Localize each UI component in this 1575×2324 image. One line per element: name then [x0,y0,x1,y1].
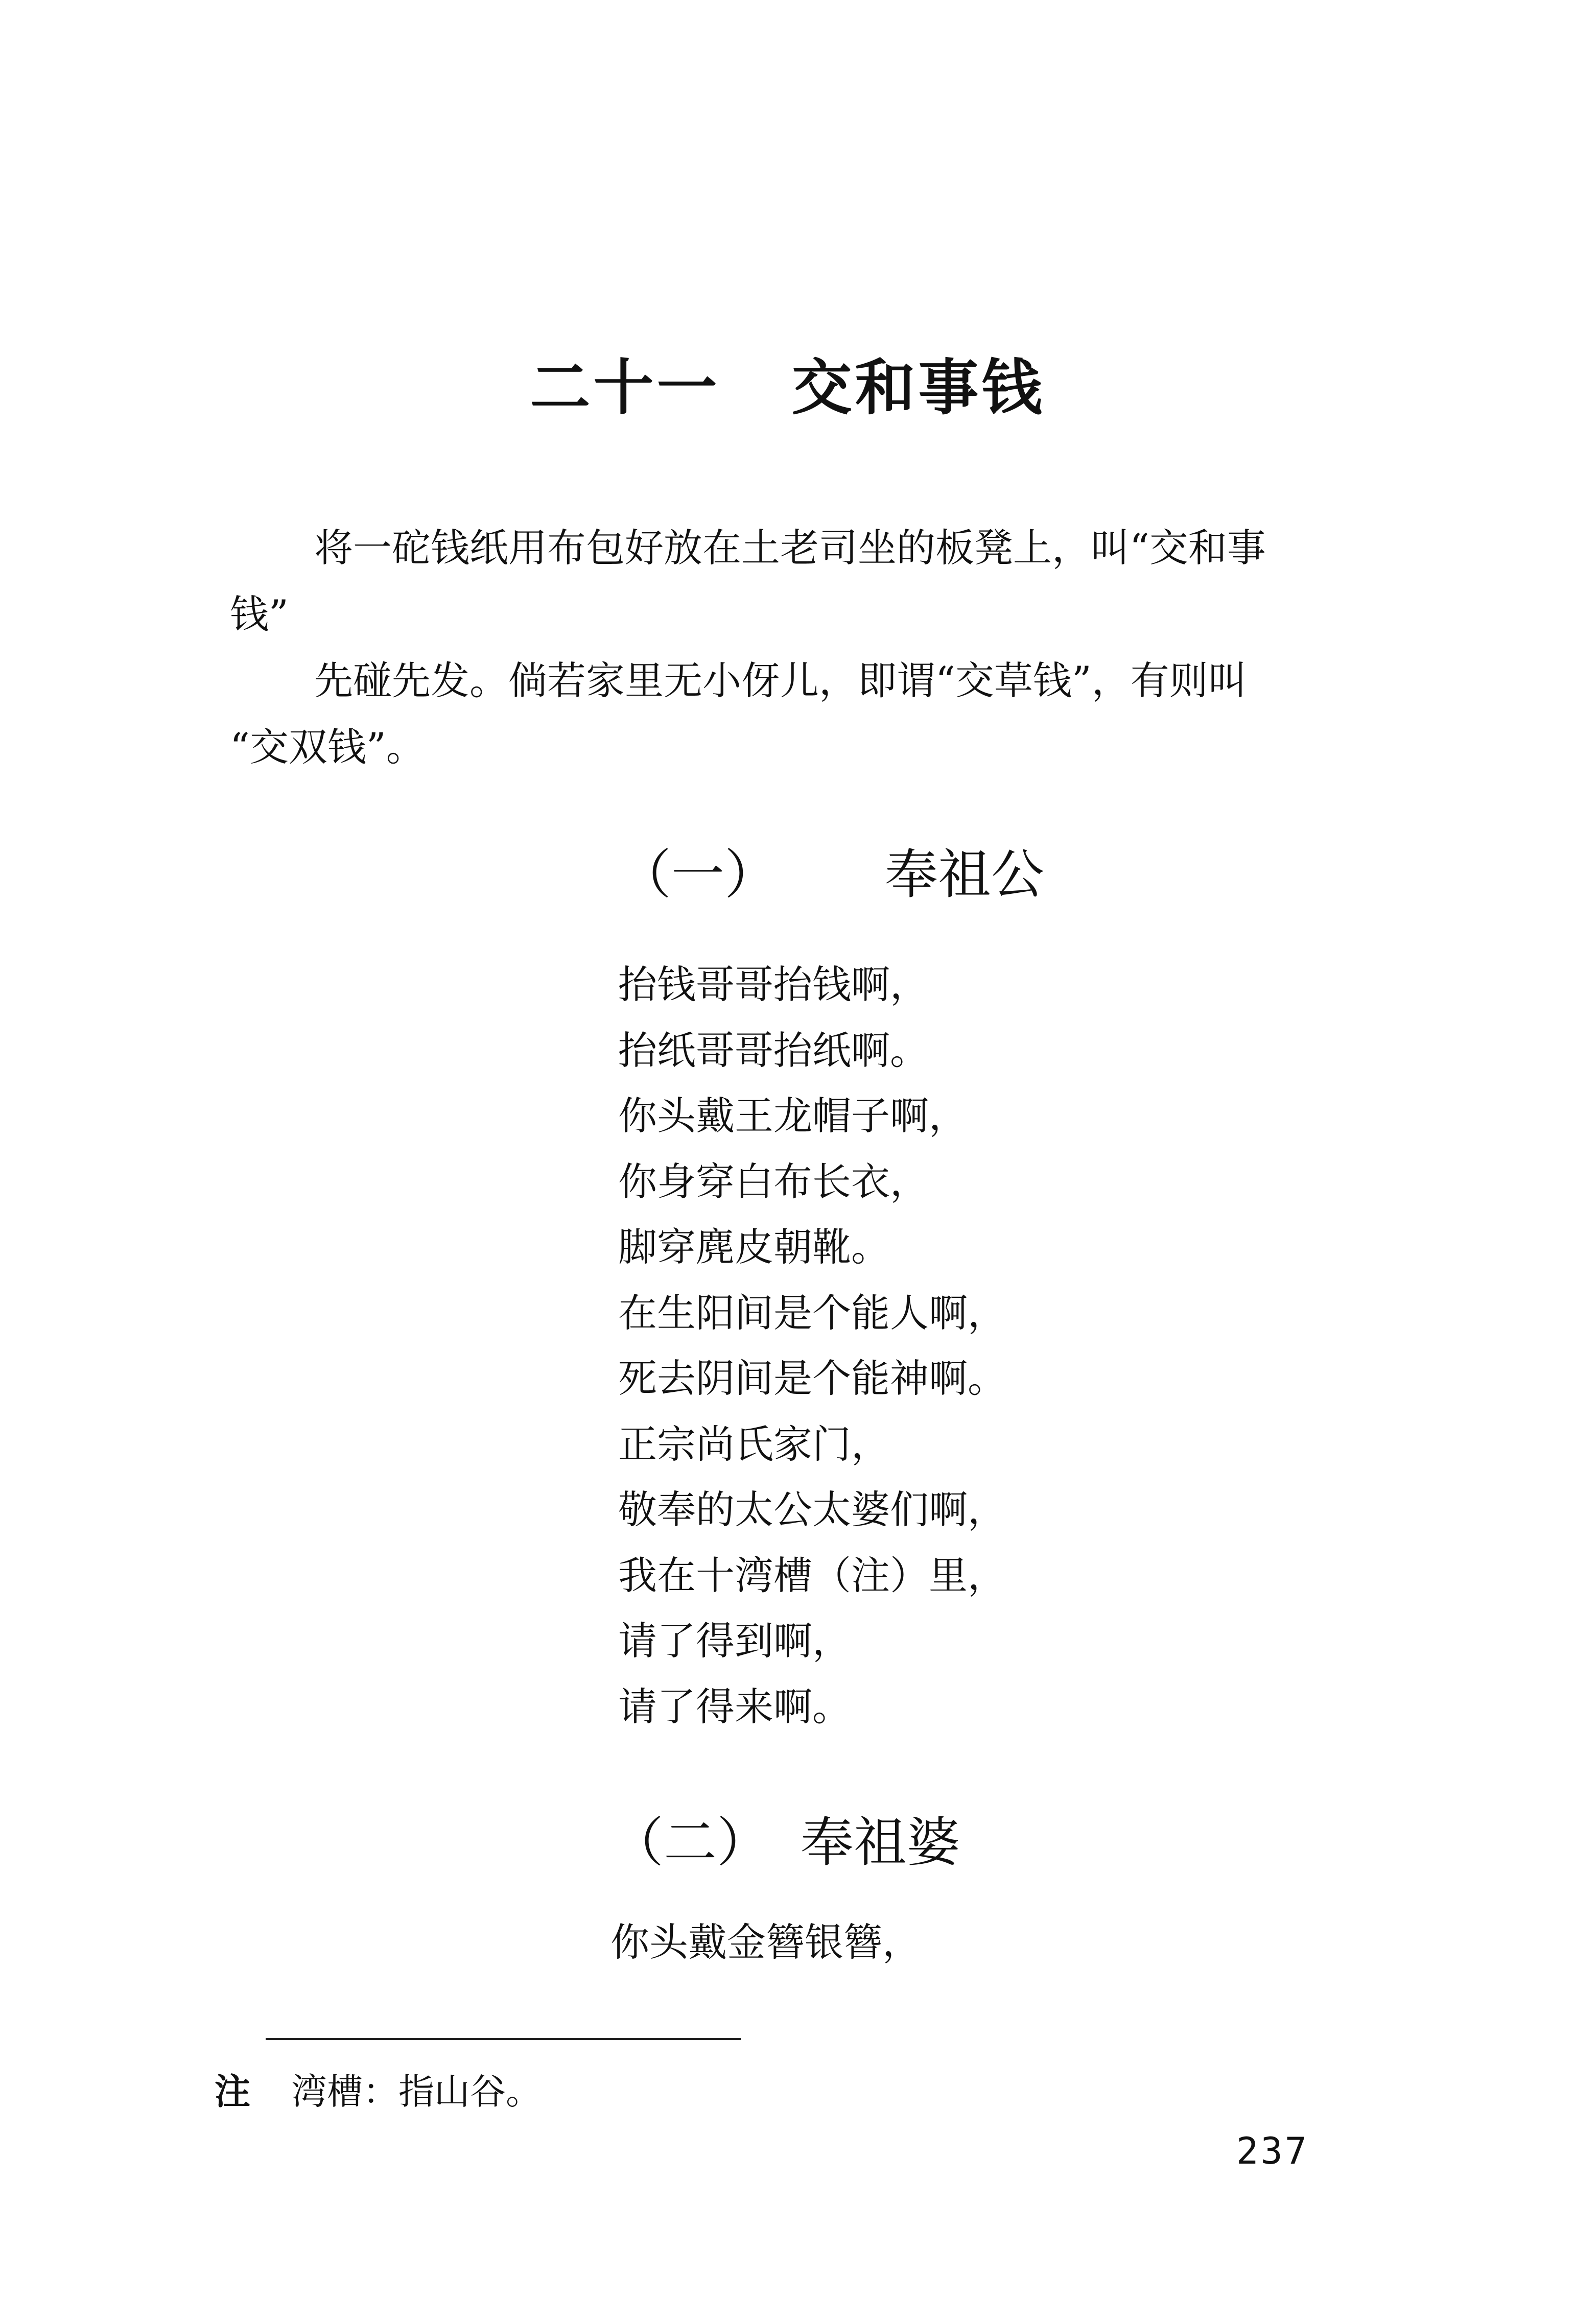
chapter-name: 交和事钱 [791,352,1045,423]
chapter-title [0,352,1575,423]
page-number: 237 [1236,2129,1309,2172]
poem-verse-1 [618,962,1006,1753]
section-name: 奉祖婆 [801,1811,960,1874]
footnote-text: 湾槽：指山谷。 [291,2071,542,2113]
poem-line: 脚穿麂皮朝靴。 [618,1224,890,1270]
poem-line: 正宗尚氏家门， [618,1421,890,1467]
poem-line: 我在十湾槽（注）里， [618,1552,1006,1598]
footnote-divider [266,2038,741,2040]
poem-line: 在生阳间是个能人啊， [618,1290,1006,1336]
section-title-2 [610,1811,960,1874]
section-number: （一） [618,843,778,906]
chapter-number: 二十一 [530,352,720,423]
footnote [215,2070,542,2113]
intro-paragraph-2-line-1: 先碰先发。倘若家里无小伢儿，即谓“交草钱”，有则叫 [314,658,1247,703]
footnote-mark: 注 [215,2070,250,2113]
section-name: 奉祖公 [885,843,1045,906]
poem-line: 抬钱哥哥抬钱啊， [618,962,929,1007]
intro-paragraph-2-line-2: “交双钱”。 [230,724,425,770]
intro-paragraph-1-line-2: 钱” [230,591,289,637]
poem-line: 死去阴间是个能神啊。 [618,1356,1006,1401]
section-title-1 [618,843,1045,906]
section-number: （二） [610,1811,770,1874]
poem-line: 请了得到啊， [618,1618,851,1664]
intro-paragraph-1-line-1: 将一砣钱纸用布包好放在土老司坐的板凳上，叫“交和事 [314,525,1266,571]
poem-line: 敬奉的太公太婆们啊， [618,1487,1006,1532]
poem-line: 请了得来啊。 [618,1683,851,1729]
poem-line: 你头戴王龙帽子啊， [618,1093,968,1139]
poem-line: 你身穿白布长衣， [618,1158,929,1204]
poem-line: 抬纸哥哥抬纸啊。 [618,1027,929,1073]
poem-line: 你头戴金簪银簪， [610,1919,921,1965]
